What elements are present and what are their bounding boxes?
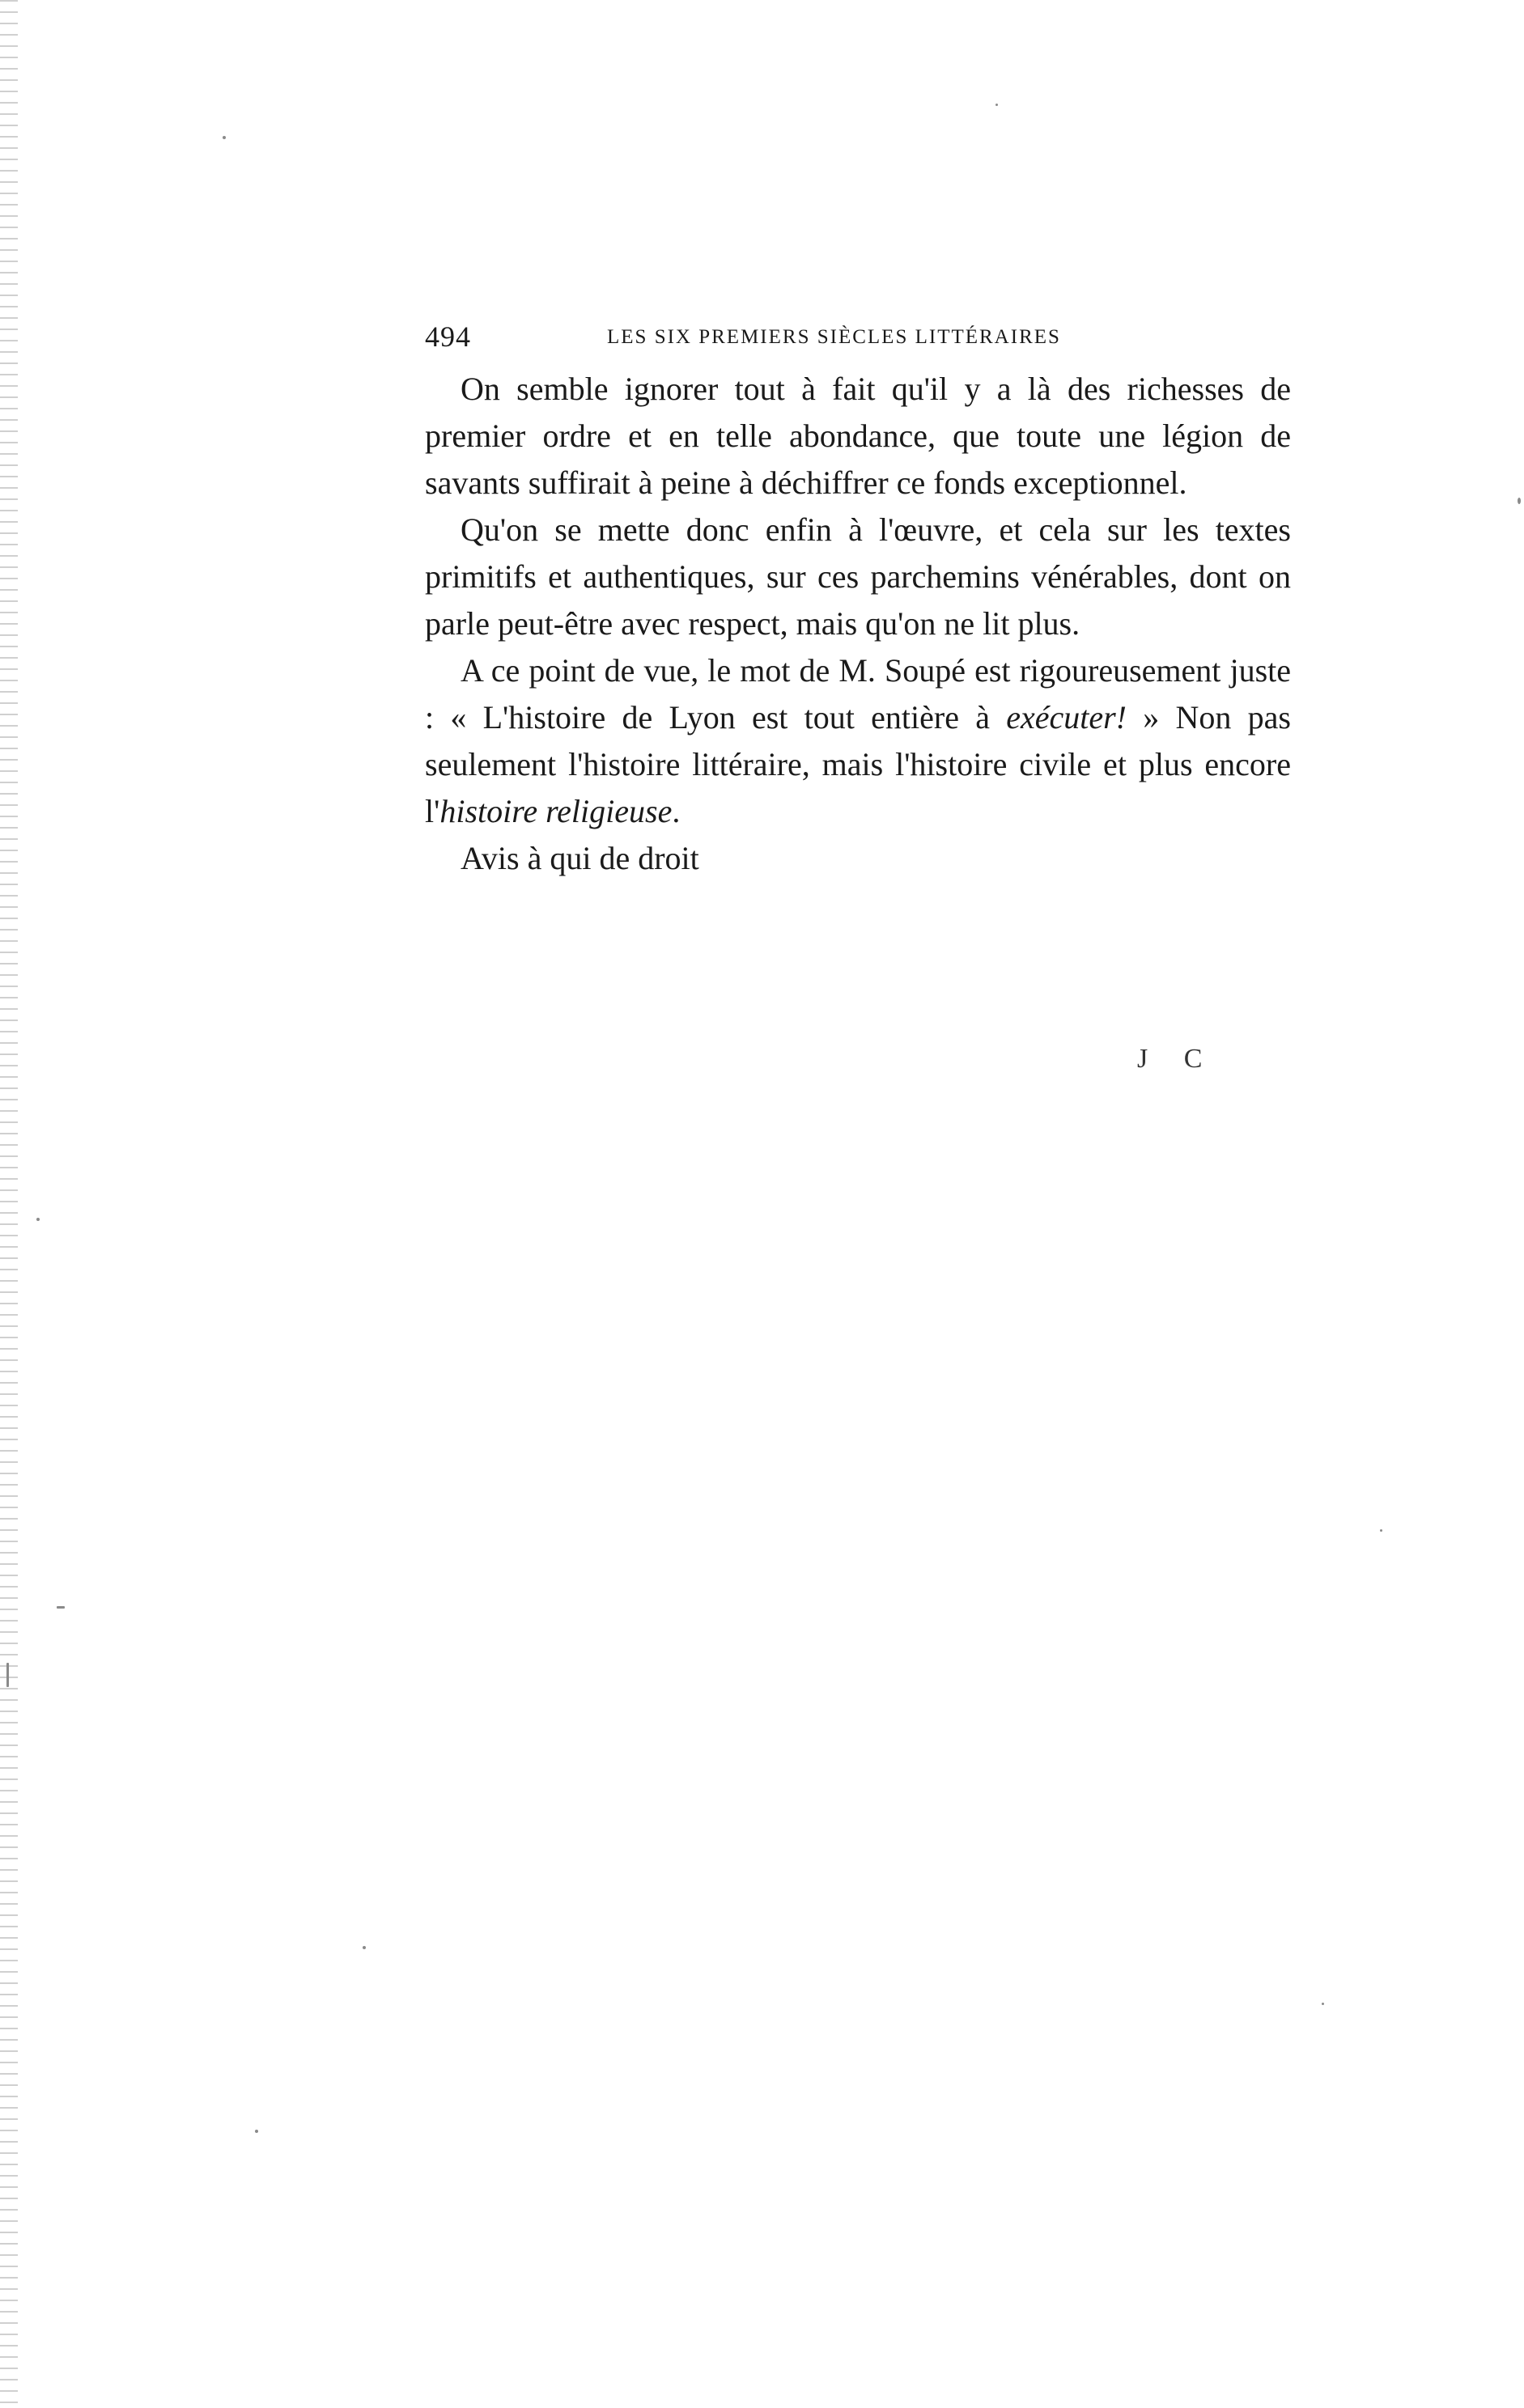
paragraph: On semble ignorer tout à fait qu'il y a là des richesses de premier ordre et en telle abondance, que toute une légion de savants suffirait à peine à déchiffrer ce fonds exceptionnel. bbox=[425, 371, 1291, 501]
italic-text: histoire religieuse bbox=[439, 793, 673, 829]
paper-speck bbox=[1380, 1529, 1382, 1532]
paragraph: Qu'on se mette donc enfin à l'œuvre, et cela sur les textes primitifs et authentiques, sur ces parchemins vénérables, dont on parle peut-être avec respect, mais qu'on ne lit plus. bbox=[425, 511, 1291, 642]
page-edge-mark bbox=[0, 0, 18, 2408]
paragraph-text: A ce point de vue, le mot de M. Soupé est rigoureusement juste : « L'histoire de Lyon est tout entière à bbox=[425, 652, 1291, 736]
signature-initials: J C bbox=[1137, 1044, 1217, 1074]
running-head bbox=[425, 320, 1291, 360]
paper-speck bbox=[1518, 498, 1521, 504]
paragraph bbox=[425, 647, 1291, 835]
page-number: 494 bbox=[425, 320, 471, 353]
paper-speck bbox=[1322, 2003, 1324, 2005]
paper-speck bbox=[36, 1218, 40, 1221]
paragraph: Avis à qui de droit bbox=[461, 840, 699, 876]
paper-speck bbox=[6, 1663, 9, 1687]
body-text bbox=[425, 366, 1291, 882]
paragraph-text: » Non pas seulement l'histoire littéraire, mais l'histoire civile et plus encore l' bbox=[425, 699, 1291, 829]
paper-speck bbox=[255, 2130, 258, 2133]
paper-speck bbox=[995, 104, 998, 106]
italic-text: exécuter! bbox=[1006, 699, 1127, 736]
paper-speck bbox=[57, 1606, 65, 1609]
paper-speck bbox=[363, 1946, 366, 1949]
paper-speck bbox=[223, 136, 226, 139]
running-title: LES SIX PREMIERS SIÈCLES LITTÉRAIRES bbox=[607, 326, 1061, 348]
paragraph-text: . bbox=[672, 793, 681, 829]
